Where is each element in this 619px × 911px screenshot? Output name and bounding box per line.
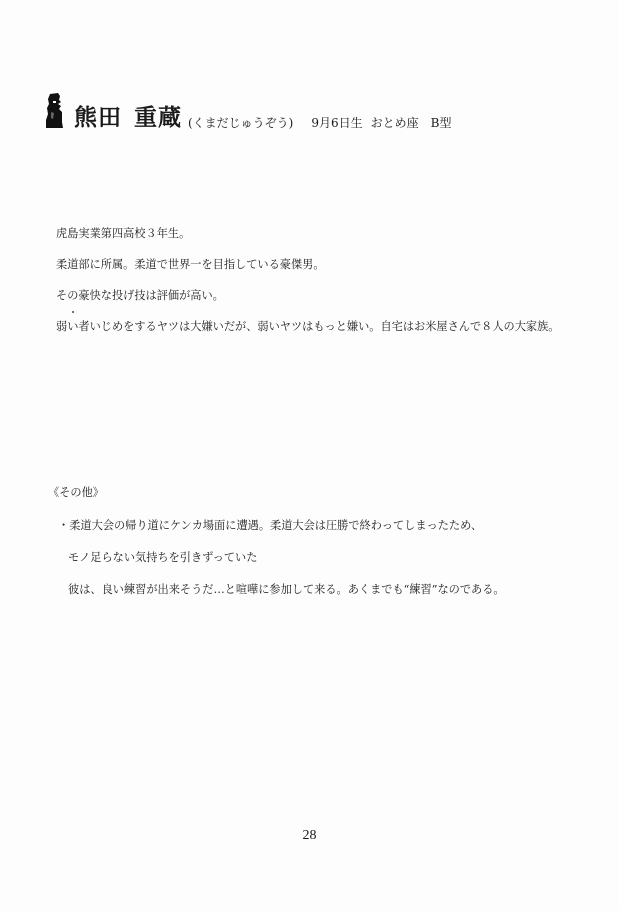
character-header bbox=[44, 92, 452, 130]
profile-section bbox=[56, 218, 559, 342]
blood-type: B型 bbox=[430, 116, 452, 130]
other-section bbox=[58, 510, 505, 606]
page-number: 28 bbox=[302, 828, 317, 843]
profile-line: 弱い者いじめをするヤツは大嫌いだが、弱いヤツはもっと嫌い。自宅はお米屋さんで８人の大家族。 bbox=[56, 320, 560, 333]
profile-line: その豪快な投げ技は評価が高い。 bbox=[56, 289, 224, 302]
other-line: ・柔道大会の帰り道にケンカ場面に遭遇。柔道大会は圧勝で終わってしまったため、 bbox=[58, 519, 483, 532]
birthday: 9月6日生 bbox=[311, 116, 363, 130]
zodiac-sign: おとめ座 bbox=[370, 116, 419, 130]
name-reading: (くまだじゅうぞう) bbox=[188, 116, 294, 130]
profile-line: 虎島実業第四高校３年生。 bbox=[56, 227, 191, 240]
scan-speck bbox=[72, 311, 74, 313]
name-family: 熊田 bbox=[74, 105, 122, 131]
character-silhouette-icon bbox=[44, 92, 64, 130]
other-line: 彼は、良い練習が出来そうだ…と喧嘩に参加して来る。あくまでも“練習”なのである。 bbox=[68, 583, 505, 596]
name-given: 重蔵 bbox=[134, 105, 182, 131]
other-line: モノ足らない気持ちを引きずっていた bbox=[68, 551, 258, 564]
character-name bbox=[74, 107, 182, 130]
other-heading: 《その他》 bbox=[48, 486, 104, 499]
profile-line: 柔道部に所属。柔道で世界一を目指している豪傑男。 bbox=[56, 258, 325, 271]
